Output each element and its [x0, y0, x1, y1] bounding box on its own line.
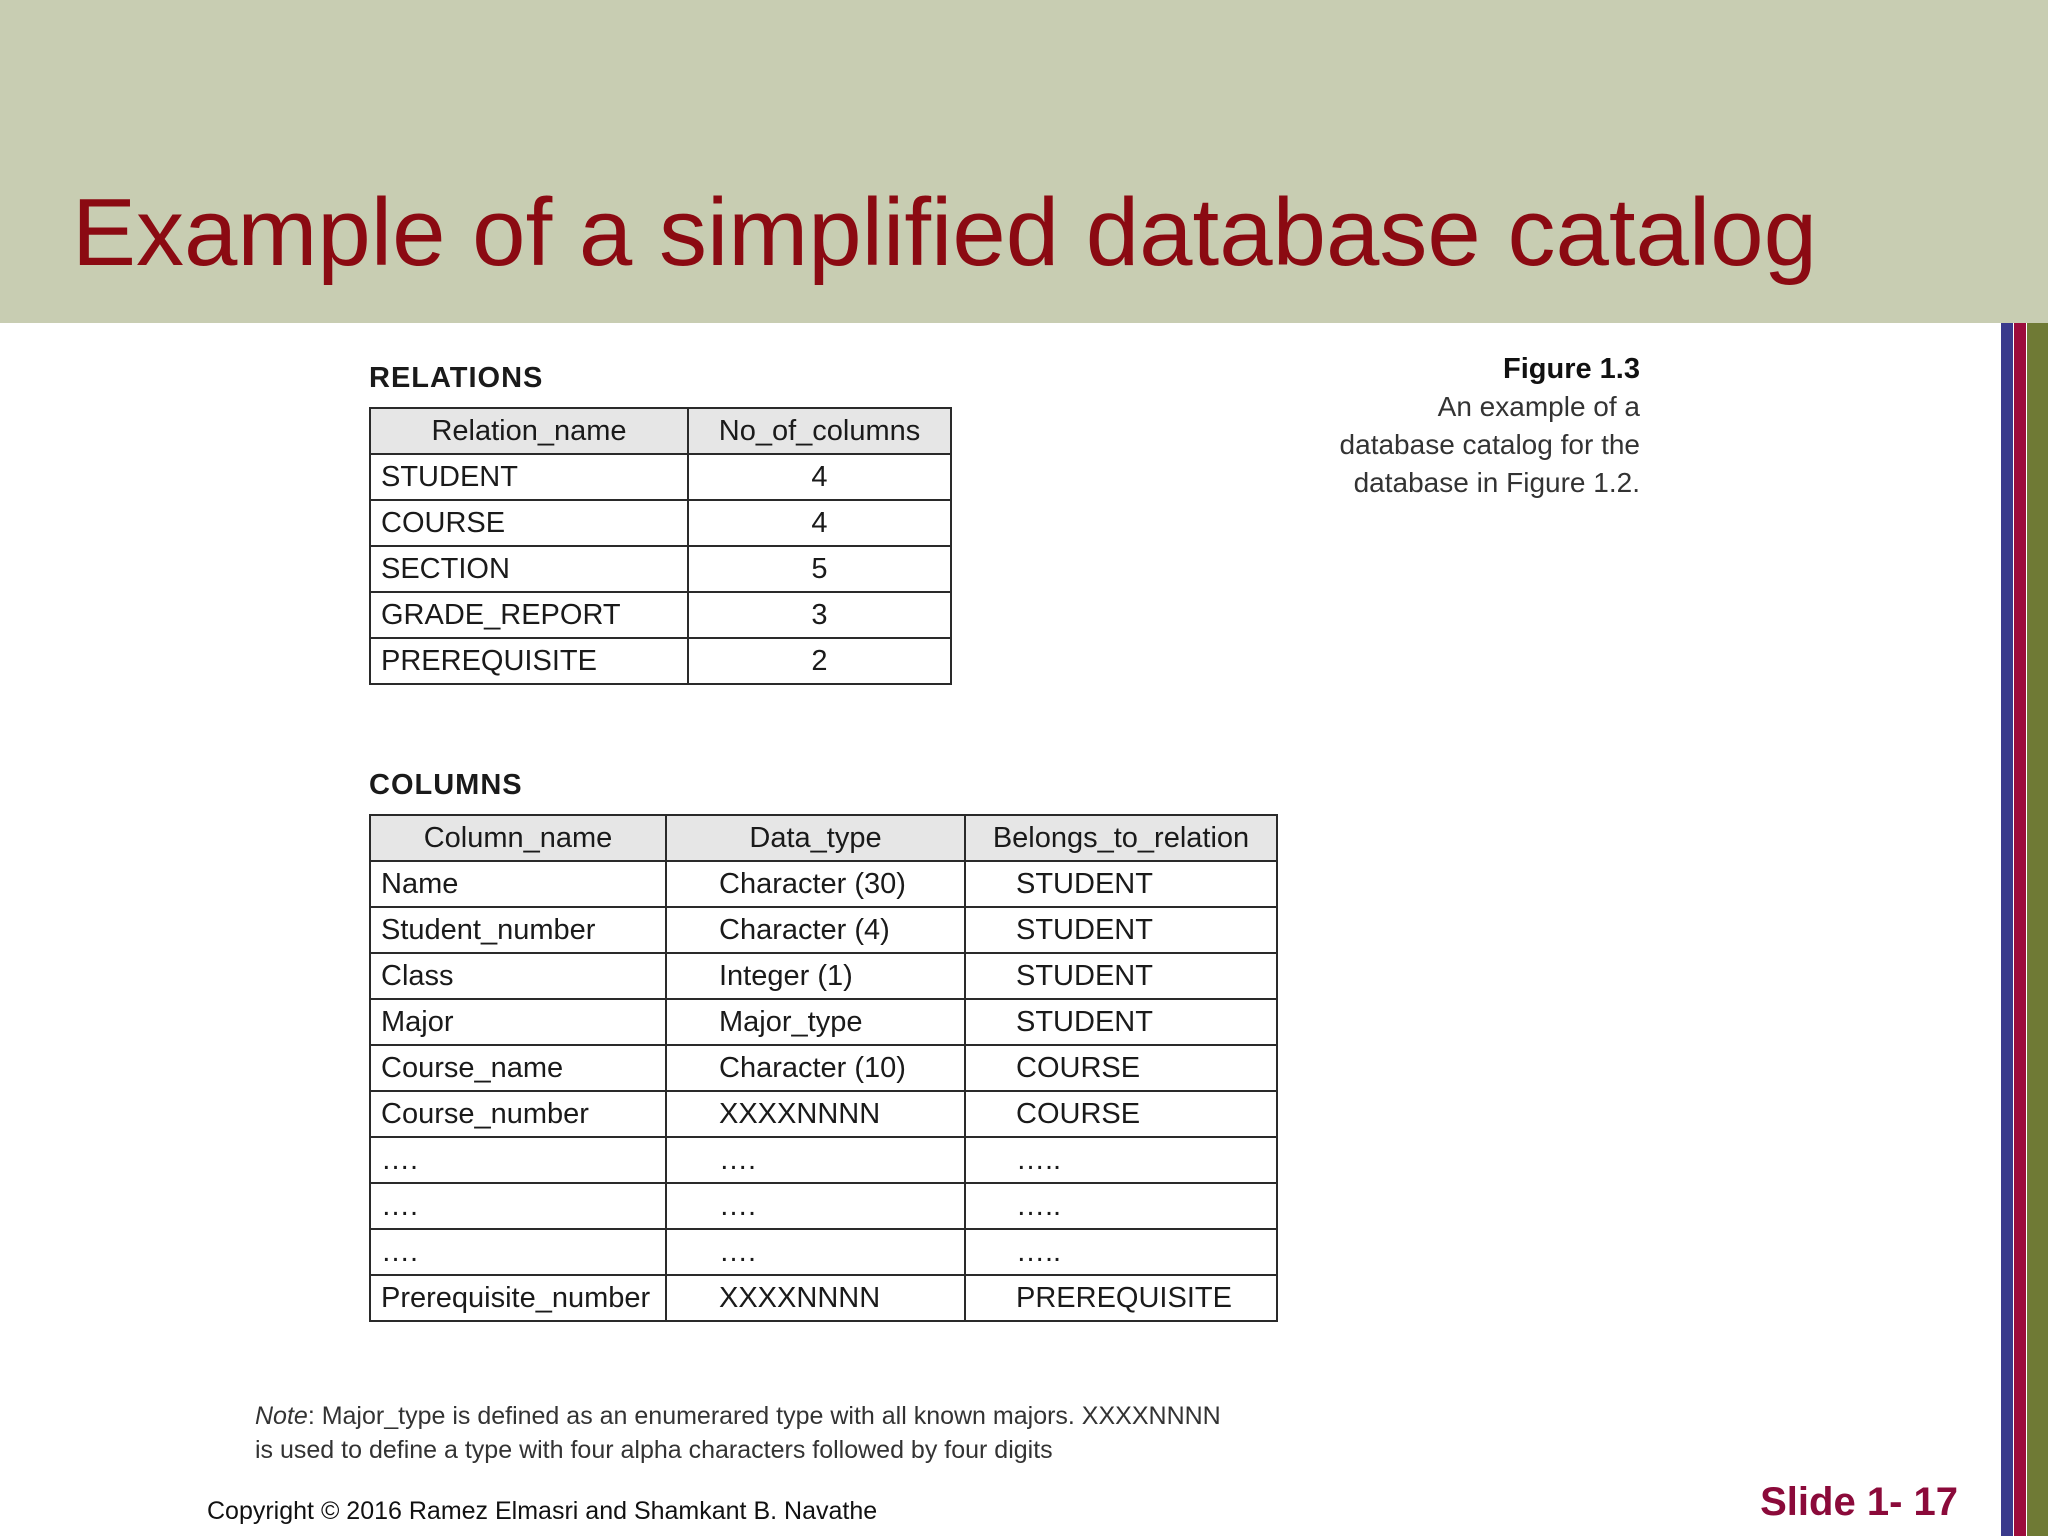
- column-header: Relation_name: [370, 408, 688, 454]
- caption-line: database catalog for the: [1339, 429, 1640, 460]
- table-cell: 4: [688, 454, 951, 500]
- copyright-text: Copyright © 2016 Ramez Elmasri and Shamkant B. Navathe: [207, 1497, 878, 1525]
- table-cell: SECTION: [370, 546, 688, 592]
- table-row: [370, 1275, 1277, 1321]
- table-cell: Class: [370, 953, 666, 999]
- columns-table: [369, 814, 1278, 1322]
- relations-table: [369, 407, 952, 685]
- table-cell: Integer (1): [666, 953, 965, 999]
- table-cell: Student_number: [370, 907, 666, 953]
- table-cell: COURSE: [370, 500, 688, 546]
- slide-number: Slide 1- 17: [1760, 1480, 1958, 1524]
- table-cell: …..: [965, 1183, 1277, 1229]
- table-row: [370, 1183, 1277, 1229]
- table-cell: XXXXNNNN: [666, 1091, 965, 1137]
- table-cell: ….: [666, 1137, 965, 1183]
- table-row: [370, 953, 1277, 999]
- note-label: Note: [255, 1402, 308, 1430]
- side-stripe-red: [2014, 323, 2026, 1536]
- table-cell: Course_number: [370, 1091, 666, 1137]
- table-cell: XXXXNNNN: [666, 1275, 965, 1321]
- table-cell: Character (30): [666, 861, 965, 907]
- table-cell: Prerequisite_number: [370, 1275, 666, 1321]
- table-cell: STUDENT: [965, 861, 1277, 907]
- table-row: [370, 907, 1277, 953]
- caption-line: database in Figure 1.2.: [1353, 467, 1640, 498]
- table-cell: Character (4): [666, 907, 965, 953]
- table-row: [370, 1137, 1277, 1183]
- table-cell: Major_type: [666, 999, 965, 1045]
- table-cell: ….: [370, 1183, 666, 1229]
- column-header: Belongs_to_relation: [965, 815, 1277, 861]
- table-cell: 5: [688, 546, 951, 592]
- figure-label: Figure 1.3: [1503, 353, 1640, 385]
- table-row: [370, 638, 951, 684]
- table-cell: Name: [370, 861, 666, 907]
- column-header: No_of_columns: [688, 408, 951, 454]
- relations-heading: RELATIONS: [369, 362, 544, 394]
- note-line-2: is used to define a type with four alpha characters followed by four digits: [255, 1436, 1053, 1464]
- table-cell: Course_name: [370, 1045, 666, 1091]
- note-line-1: : Major_type is defined as an enumerared type with all known majors. XXXXNNNN: [307, 1402, 1221, 1430]
- table-cell: 3: [688, 592, 951, 638]
- table-row: [370, 500, 951, 546]
- table-cell: STUDENT: [965, 953, 1277, 999]
- side-stripe-olive: [2027, 323, 2048, 1536]
- table-cell: 2: [688, 638, 951, 684]
- caption-line: An example of a: [1437, 391, 1640, 422]
- table-cell: …..: [965, 1229, 1277, 1275]
- table-cell: Major: [370, 999, 666, 1045]
- table-cell: COURSE: [965, 1091, 1277, 1137]
- table-cell: ….: [666, 1183, 965, 1229]
- table-cell: COURSE: [965, 1045, 1277, 1091]
- table-cell: STUDENT: [370, 454, 688, 500]
- table-row: [370, 592, 951, 638]
- table-cell: PREREQUISITE: [370, 638, 688, 684]
- table-row: [370, 454, 951, 500]
- table-cell: ….: [666, 1229, 965, 1275]
- table-cell: ….: [370, 1137, 666, 1183]
- table-cell: Character (10): [666, 1045, 965, 1091]
- table-cell: STUDENT: [965, 999, 1277, 1045]
- figure-caption: [1240, 350, 1640, 502]
- table-row: [370, 546, 951, 592]
- table-cell: …..: [965, 1137, 1277, 1183]
- table-row: [370, 999, 1277, 1045]
- table-cell: GRADE_REPORT: [370, 592, 688, 638]
- side-stripe-blue: [2001, 323, 2013, 1536]
- slide-header: [0, 0, 2048, 323]
- table-cell: 4: [688, 500, 951, 546]
- note: [255, 1399, 1295, 1467]
- table-row: [370, 861, 1277, 907]
- table-cell: ….: [370, 1229, 666, 1275]
- slide-title: Example of a simplified database catalog: [72, 179, 1818, 286]
- table-row: [370, 1091, 1277, 1137]
- table-row: [370, 1045, 1277, 1091]
- columns-heading: COLUMNS: [369, 769, 523, 801]
- table-cell: PREREQUISITE: [965, 1275, 1277, 1321]
- column-header: Data_type: [666, 815, 965, 861]
- table-row: [370, 1229, 1277, 1275]
- column-header: Column_name: [370, 815, 666, 861]
- table-cell: STUDENT: [965, 907, 1277, 953]
